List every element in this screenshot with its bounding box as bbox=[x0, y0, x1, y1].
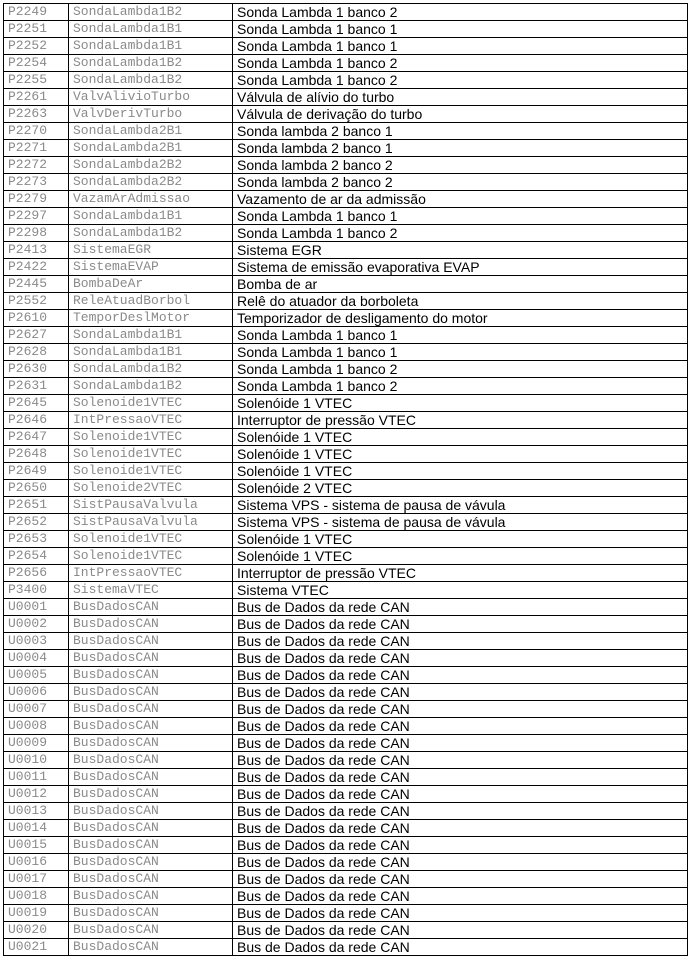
fault-short-name: BusDadosCAN bbox=[69, 786, 233, 803]
fault-code: P2298 bbox=[4, 225, 69, 242]
fault-description: Sonda Lambda 1 banco 2 bbox=[233, 72, 688, 89]
table-row bbox=[4, 191, 688, 208]
fault-description: Bus de Dados da rede CAN bbox=[233, 837, 688, 854]
table-row bbox=[4, 225, 688, 242]
fault-code: U0020 bbox=[4, 922, 69, 939]
table-row bbox=[4, 905, 688, 922]
table-row bbox=[4, 276, 688, 293]
fault-short-name: SondaLambda1B2 bbox=[69, 378, 233, 395]
fault-short-name: SondaLambda1B2 bbox=[69, 4, 233, 21]
table-row bbox=[4, 735, 688, 752]
fault-description: Solenóide 2 VTEC bbox=[233, 480, 688, 497]
fault-code: P2628 bbox=[4, 344, 69, 361]
fault-code: U0001 bbox=[4, 599, 69, 616]
fault-description: Sistema VTEC bbox=[233, 582, 688, 599]
fault-code: P2270 bbox=[4, 123, 69, 140]
fault-description: Bus de Dados da rede CAN bbox=[233, 650, 688, 667]
fault-code: U0016 bbox=[4, 854, 69, 871]
table-row bbox=[4, 174, 688, 191]
fault-code: U0019 bbox=[4, 905, 69, 922]
fault-short-name: BusDadosCAN bbox=[69, 650, 233, 667]
fault-short-name: SondaLambda1B1 bbox=[69, 208, 233, 225]
fault-code: P2263 bbox=[4, 106, 69, 123]
fault-short-name: Solenoide2VTEC bbox=[69, 480, 233, 497]
fault-code: P2627 bbox=[4, 327, 69, 344]
fault-short-name: ReleAtuadBorbol bbox=[69, 293, 233, 310]
fault-description: Temporizador de desligamento do motor bbox=[233, 310, 688, 327]
fault-short-name: SondaLambda1B1 bbox=[69, 344, 233, 361]
fault-code: P2272 bbox=[4, 157, 69, 174]
fault-code: U0010 bbox=[4, 752, 69, 769]
fault-code: P3400 bbox=[4, 582, 69, 599]
fault-code: P2647 bbox=[4, 429, 69, 446]
table-row bbox=[4, 922, 688, 939]
fault-description: Interruptor de pressão VTEC bbox=[233, 412, 688, 429]
fault-code: P2251 bbox=[4, 21, 69, 38]
fault-code: U0002 bbox=[4, 616, 69, 633]
fault-description: Vazamento de ar da admissão bbox=[233, 191, 688, 208]
fault-short-name: BusDadosCAN bbox=[69, 939, 233, 956]
fault-short-name: BusDadosCAN bbox=[69, 803, 233, 820]
fault-short-name: BusDadosCAN bbox=[69, 718, 233, 735]
fault-short-name: SistemaEGR bbox=[69, 242, 233, 259]
table-row bbox=[4, 582, 688, 599]
fault-short-name: BusDadosCAN bbox=[69, 854, 233, 871]
fault-short-name: Solenoide1VTEC bbox=[69, 395, 233, 412]
fault-code: P2297 bbox=[4, 208, 69, 225]
fault-code: P2273 bbox=[4, 174, 69, 191]
fault-description: Solenóide 1 VTEC bbox=[233, 395, 688, 412]
fault-description: Relê do atuador da borboleta bbox=[233, 293, 688, 310]
table-row bbox=[4, 548, 688, 565]
table-row bbox=[4, 633, 688, 650]
table-row bbox=[4, 718, 688, 735]
fault-code-table-body bbox=[4, 4, 688, 956]
fault-description: Bus de Dados da rede CAN bbox=[233, 718, 688, 735]
fault-short-name: BusDadosCAN bbox=[69, 769, 233, 786]
fault-code: P2413 bbox=[4, 242, 69, 259]
fault-short-name: SondaLambda1B1 bbox=[69, 327, 233, 344]
fault-short-name: BusDadosCAN bbox=[69, 905, 233, 922]
table-row bbox=[4, 89, 688, 106]
fault-description: Bus de Dados da rede CAN bbox=[233, 752, 688, 769]
fault-description: Bus de Dados da rede CAN bbox=[233, 922, 688, 939]
table-row bbox=[4, 157, 688, 174]
table-row bbox=[4, 650, 688, 667]
fault-short-name: Solenoide1VTEC bbox=[69, 446, 233, 463]
fault-short-name: BusDadosCAN bbox=[69, 820, 233, 837]
fault-code: U0017 bbox=[4, 871, 69, 888]
fault-description: Sonda Lambda 1 banco 1 bbox=[233, 38, 688, 55]
fault-short-name: SondaLambda2B1 bbox=[69, 140, 233, 157]
fault-description: Solenóide 1 VTEC bbox=[233, 463, 688, 480]
fault-code: P2255 bbox=[4, 72, 69, 89]
fault-short-name: BusDadosCAN bbox=[69, 667, 233, 684]
fault-short-name: VazamArAdmissao bbox=[69, 191, 233, 208]
table-row bbox=[4, 242, 688, 259]
fault-short-name: SondaLambda1B2 bbox=[69, 72, 233, 89]
fault-short-name: BusDadosCAN bbox=[69, 684, 233, 701]
table-row bbox=[4, 4, 688, 21]
fault-short-name: BusDadosCAN bbox=[69, 599, 233, 616]
fault-short-name: TemporDeslMotor bbox=[69, 310, 233, 327]
fault-short-name: SondaLambda1B2 bbox=[69, 225, 233, 242]
fault-code: P2631 bbox=[4, 378, 69, 395]
fault-description: Sistema EGR bbox=[233, 242, 688, 259]
fault-short-name: ValvAlivioTurbo bbox=[69, 89, 233, 106]
fault-description: Bus de Dados da rede CAN bbox=[233, 769, 688, 786]
table-row bbox=[4, 38, 688, 55]
fault-short-name: SondaLambda2B1 bbox=[69, 123, 233, 140]
fault-description: Bus de Dados da rede CAN bbox=[233, 871, 688, 888]
table-row bbox=[4, 72, 688, 89]
fault-short-name: Solenoide1VTEC bbox=[69, 463, 233, 480]
fault-description: Bus de Dados da rede CAN bbox=[233, 786, 688, 803]
fault-description: Sonda lambda 2 banco 2 bbox=[233, 174, 688, 191]
fault-code: U0013 bbox=[4, 803, 69, 820]
fault-description: Sonda Lambda 1 banco 1 bbox=[233, 208, 688, 225]
fault-description: Bomba de ar bbox=[233, 276, 688, 293]
fault-description: Sonda Lambda 1 banco 2 bbox=[233, 4, 688, 21]
fault-code: P2271 bbox=[4, 140, 69, 157]
fault-description: Solenóide 1 VTEC bbox=[233, 429, 688, 446]
fault-short-name: BusDadosCAN bbox=[69, 922, 233, 939]
fault-description: Sonda Lambda 1 banco 2 bbox=[233, 378, 688, 395]
table-row bbox=[4, 701, 688, 718]
fault-description: Sonda lambda 2 banco 2 bbox=[233, 157, 688, 174]
fault-description: Bus de Dados da rede CAN bbox=[233, 803, 688, 820]
table-row bbox=[4, 140, 688, 157]
fault-description: Bus de Dados da rede CAN bbox=[233, 616, 688, 633]
fault-short-name: SistPausaValvula bbox=[69, 514, 233, 531]
table-row bbox=[4, 463, 688, 480]
fault-code: P2630 bbox=[4, 361, 69, 378]
fault-short-name: BusDadosCAN bbox=[69, 633, 233, 650]
table-row bbox=[4, 412, 688, 429]
fault-description: Sonda Lambda 1 banco 2 bbox=[233, 225, 688, 242]
fault-code: P2445 bbox=[4, 276, 69, 293]
fault-description: Sistema VPS - sistema de pausa de vávula bbox=[233, 497, 688, 514]
fault-code: U0018 bbox=[4, 888, 69, 905]
fault-description: Solenóide 1 VTEC bbox=[233, 548, 688, 565]
fault-short-name: Solenoide1VTEC bbox=[69, 548, 233, 565]
fault-description: Válvula de derivação do turbo bbox=[233, 106, 688, 123]
table-row bbox=[4, 599, 688, 616]
fault-short-name: BusDadosCAN bbox=[69, 752, 233, 769]
fault-description: Bus de Dados da rede CAN bbox=[233, 667, 688, 684]
fault-short-name: Solenoide1VTEC bbox=[69, 531, 233, 548]
fault-code: U0003 bbox=[4, 633, 69, 650]
fault-code: P2252 bbox=[4, 38, 69, 55]
fault-description: Bus de Dados da rede CAN bbox=[233, 820, 688, 837]
table-row bbox=[4, 769, 688, 786]
fault-short-name: SondaLambda2B2 bbox=[69, 174, 233, 191]
fault-code: U0012 bbox=[4, 786, 69, 803]
fault-short-name: BombaDeAr bbox=[69, 276, 233, 293]
fault-code: U0009 bbox=[4, 735, 69, 752]
table-row bbox=[4, 378, 688, 395]
table-row bbox=[4, 752, 688, 769]
table-row bbox=[4, 684, 688, 701]
fault-code: P2610 bbox=[4, 310, 69, 327]
fault-description: Bus de Dados da rede CAN bbox=[233, 684, 688, 701]
fault-code: U0006 bbox=[4, 684, 69, 701]
fault-code: U0021 bbox=[4, 939, 69, 956]
table-row bbox=[4, 854, 688, 871]
fault-description: Sonda lambda 2 banco 1 bbox=[233, 123, 688, 140]
fault-description: Sonda Lambda 1 banco 1 bbox=[233, 327, 688, 344]
fault-code: P2279 bbox=[4, 191, 69, 208]
fault-code: P2646 bbox=[4, 412, 69, 429]
table-row bbox=[4, 310, 688, 327]
fault-code: P2649 bbox=[4, 463, 69, 480]
fault-code: P2654 bbox=[4, 548, 69, 565]
table-row bbox=[4, 480, 688, 497]
table-row bbox=[4, 344, 688, 361]
fault-short-name: BusDadosCAN bbox=[69, 701, 233, 718]
fault-code: P2645 bbox=[4, 395, 69, 412]
fault-short-name: SondaLambda1B2 bbox=[69, 55, 233, 72]
table-row bbox=[4, 123, 688, 140]
fault-description: Sonda Lambda 1 banco 2 bbox=[233, 361, 688, 378]
fault-description: Bus de Dados da rede CAN bbox=[233, 599, 688, 616]
fault-code: U0011 bbox=[4, 769, 69, 786]
fault-short-name: IntPressaoVTEC bbox=[69, 565, 233, 582]
fault-short-name: SondaLambda1B2 bbox=[69, 361, 233, 378]
table-row bbox=[4, 395, 688, 412]
table-row bbox=[4, 616, 688, 633]
fault-code-table bbox=[3, 3, 688, 956]
table-row bbox=[4, 871, 688, 888]
fault-code: U0004 bbox=[4, 650, 69, 667]
fault-code: P2651 bbox=[4, 497, 69, 514]
table-row bbox=[4, 446, 688, 463]
fault-short-name: SondaLambda1B1 bbox=[69, 38, 233, 55]
fault-description: Sonda Lambda 1 banco 1 bbox=[233, 344, 688, 361]
table-row bbox=[4, 888, 688, 905]
table-row bbox=[4, 106, 688, 123]
fault-short-name: IntPressaoVTEC bbox=[69, 412, 233, 429]
table-row bbox=[4, 21, 688, 38]
fault-code: U0008 bbox=[4, 718, 69, 735]
fault-description: Sonda Lambda 1 banco 2 bbox=[233, 55, 688, 72]
table-row bbox=[4, 939, 688, 956]
fault-description: Sonda lambda 2 banco 1 bbox=[233, 140, 688, 157]
fault-short-name: SondaLambda2B2 bbox=[69, 157, 233, 174]
fault-code: U0015 bbox=[4, 837, 69, 854]
fault-description: Bus de Dados da rede CAN bbox=[233, 888, 688, 905]
table-row bbox=[4, 820, 688, 837]
fault-short-name: SistPausaValvula bbox=[69, 497, 233, 514]
fault-description: Bus de Dados da rede CAN bbox=[233, 735, 688, 752]
fault-short-name: BusDadosCAN bbox=[69, 735, 233, 752]
fault-description: Bus de Dados da rede CAN bbox=[233, 633, 688, 650]
fault-short-name: SistemaEVAP bbox=[69, 259, 233, 276]
fault-description: Bus de Dados da rede CAN bbox=[233, 854, 688, 871]
fault-description: Solenóide 1 VTEC bbox=[233, 446, 688, 463]
fault-short-name: BusDadosCAN bbox=[69, 888, 233, 905]
fault-code: P2552 bbox=[4, 293, 69, 310]
fault-description: Sistema de emissão evaporativa EVAP bbox=[233, 259, 688, 276]
fault-code: P2650 bbox=[4, 480, 69, 497]
table-row bbox=[4, 327, 688, 344]
fault-code: P2249 bbox=[4, 4, 69, 21]
fault-description: Bus de Dados da rede CAN bbox=[233, 701, 688, 718]
fault-code: P2254 bbox=[4, 55, 69, 72]
fault-code: U0007 bbox=[4, 701, 69, 718]
fault-short-name: ValvDerivTurbo bbox=[69, 106, 233, 123]
table-row bbox=[4, 259, 688, 276]
fault-code: P2656 bbox=[4, 565, 69, 582]
fault-short-name: Solenoide1VTEC bbox=[69, 429, 233, 446]
table-row bbox=[4, 361, 688, 378]
table-row bbox=[4, 786, 688, 803]
table-row bbox=[4, 208, 688, 225]
fault-description: Sistema VPS - sistema de pausa de vávula bbox=[233, 514, 688, 531]
fault-short-name: BusDadosCAN bbox=[69, 871, 233, 888]
fault-short-name: BusDadosCAN bbox=[69, 616, 233, 633]
fault-short-name: SondaLambda1B1 bbox=[69, 21, 233, 38]
fault-short-name: BusDadosCAN bbox=[69, 837, 233, 854]
table-row bbox=[4, 803, 688, 820]
table-row bbox=[4, 429, 688, 446]
fault-code: P2261 bbox=[4, 89, 69, 106]
table-row bbox=[4, 565, 688, 582]
table-row bbox=[4, 667, 688, 684]
table-row bbox=[4, 293, 688, 310]
fault-code: P2422 bbox=[4, 259, 69, 276]
fault-description: Bus de Dados da rede CAN bbox=[233, 939, 688, 956]
table-row bbox=[4, 514, 688, 531]
fault-description: Válvula de alívio do turbo bbox=[233, 89, 688, 106]
table-row bbox=[4, 837, 688, 854]
fault-description: Sonda Lambda 1 banco 1 bbox=[233, 21, 688, 38]
fault-description: Solenóide 1 VTEC bbox=[233, 531, 688, 548]
fault-code: P2648 bbox=[4, 446, 69, 463]
table-row bbox=[4, 531, 688, 548]
fault-code: U0005 bbox=[4, 667, 69, 684]
table-row bbox=[4, 55, 688, 72]
fault-short-name: SistemaVTEC bbox=[69, 582, 233, 599]
table-row bbox=[4, 497, 688, 514]
fault-description: Bus de Dados da rede CAN bbox=[233, 905, 688, 922]
fault-code: P2652 bbox=[4, 514, 69, 531]
fault-description: Interruptor de pressão VTEC bbox=[233, 565, 688, 582]
fault-code: U0014 bbox=[4, 820, 69, 837]
fault-code: P2653 bbox=[4, 531, 69, 548]
